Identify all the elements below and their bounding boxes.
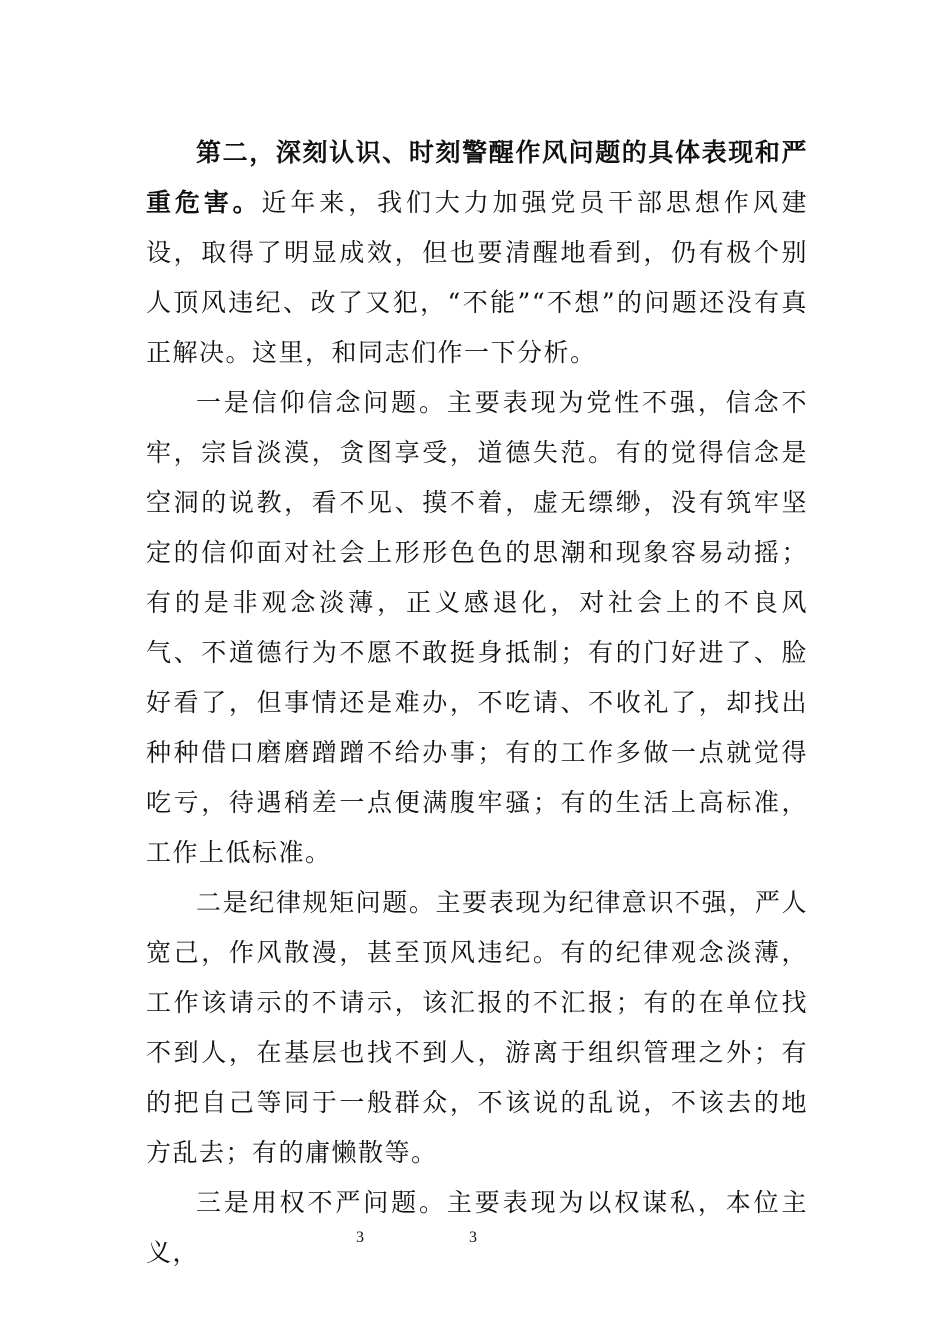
document-body — [146, 128, 808, 1278]
paragraph-2: 一是信仰信念问题。主要表现为党性不强，信念不牢，宗旨淡漠，贪图享受，道德失范。有的觉得信念是空洞的说教，看不见、摸不着，虚无缥缈，没有筑牢坚定的信仰面对社会上形形色色的思潮和现象容易动摇；有的是非观念淡薄，正义感退化，对社会上的不良风气、不道德行为不愿不敢挺身抵制；有的门好进了、脸好看了，但事情还是难办，不吃请、不收礼了，却找出种种借口磨磨蹭蹭不给办事；有的工作多做一点就觉得吃亏，待遇稍差一点便满腹牢骚；有的生活上高标准，工作上低标准。 — [146, 388, 808, 867]
paragraph-4: 三是用权不严问题。主要表现为以权谋私，本位主义， — [146, 1188, 808, 1267]
page-number-right: 3 — [469, 1229, 477, 1246]
paragraph-3: 二是纪律规矩问题。主要表现为纪律意识不强，严人宽己，作风散漫，甚至顶风违纪。有的纪律观念淡薄，工作该请示的不请示，该汇报的不汇报；有的在单位找不到人，在基层也找不到人，游离于组织管理之外；有的把自己等同于一般群众，不该说的乱说，不该去的地方乱去；有的庸懒散等。 — [146, 888, 808, 1167]
page-number-left: 3 — [356, 1229, 364, 1246]
paragraph-1-heading: 第二，深刻认识、时刻警醒作风问题的具体表现和严重危害。 — [146, 138, 808, 217]
paragraph-1 — [146, 128, 808, 378]
paragraph-1-text: 近年来，我们大力加强党员干部思想作风建设，取得了明显成效，但也要清醒地看到，仍有极个别人顶风违纪、改了又犯，“不能”“不想”的问题还没有真正解决。这里，和同志们作一下分析。 — [146, 188, 808, 367]
